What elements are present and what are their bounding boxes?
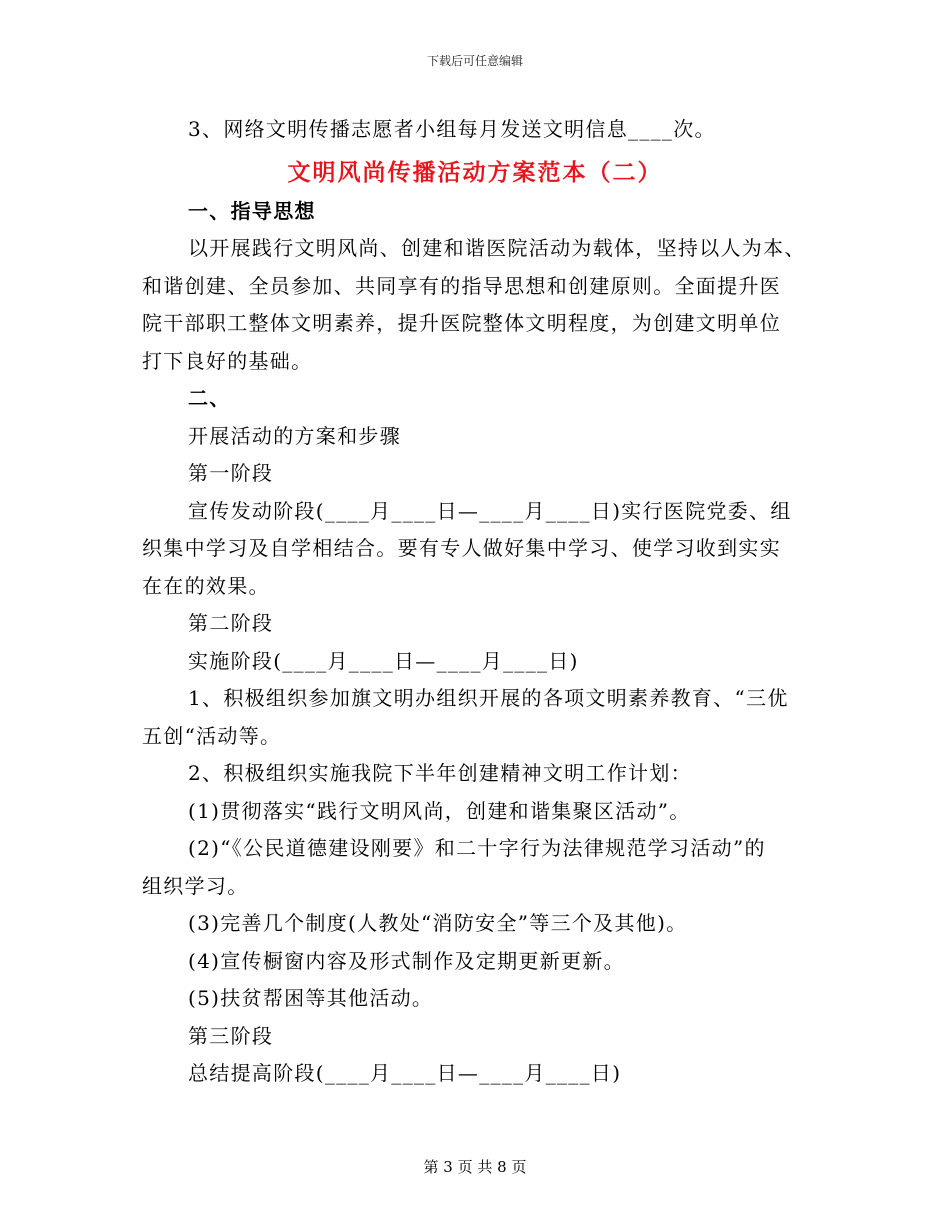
stage-heading-2: 第二阶段: [188, 611, 274, 635]
paragraph-line: 在在的效果。: [142, 573, 270, 598]
paragraph-line: 打下良好的基础。: [142, 348, 313, 373]
document-body: [142, 111, 808, 1093]
section-heading-2: 二、: [188, 386, 231, 410]
list-item: (5)扶贫帮困等其他活动。: [188, 986, 434, 1010]
list-item: (3)完善几个制度(人教处“消防安全”等三个及其他)。: [188, 911, 688, 935]
paragraph-line: 织集中学习及自学相结合。要有专人做好集中学习、使学习收到实实: [142, 536, 781, 560]
stage-heading-1: 第一阶段: [188, 461, 274, 485]
list-item: (2)“《公民道德建设刚要》和二十字行为法律规范学习活动”的: [188, 836, 766, 860]
paragraph-line: 五创“活动等。: [142, 723, 282, 748]
section-heading-1: 一、指导思想: [188, 198, 316, 223]
paragraph-line: 组织学习。: [142, 873, 249, 898]
paragraph-line: 和谐创建、全员参加、共同享有的指导思想和创建原则。全面提升医: [142, 273, 781, 298]
stage-heading-3: 第三阶段: [188, 1023, 274, 1048]
page-header: 下载后可任意编辑: [426, 54, 523, 68]
paragraph-line: 总结提高阶段(____月____日—____月____日): [188, 1061, 622, 1085]
paragraph-line: 以开展践行文明风尚、创建和谐医院活动为载体，坚持以人为本、: [188, 236, 806, 260]
paragraph-line: 1、积极组织参加旗文明办组织开展的各项文明素养教育、“三优: [188, 686, 789, 710]
paragraph-line: 宣传发动阶段(____月____日—____月____日)实行医院党委、组: [188, 498, 792, 523]
document-title: 文明风尚传播活动方案范本（二）: [287, 158, 663, 186]
section-subtitle: 开展活动的方案和步骤: [188, 423, 401, 448]
paragraph-line: 院干部职工整体文明素养，提升医院整体文明程度，为创建文明单位: [142, 311, 781, 335]
paragraph-line: 2、积极组织实施我院下半年创建精神文明工作计划：: [188, 761, 692, 785]
list-item-3: 3、网络文明传播志愿者小组每月发送文明信息____次。: [188, 117, 716, 141]
list-item: (4)宣传橱窗内容及形式制作及定期更新更新。: [188, 948, 625, 973]
list-item: (1)贯彻落实“践行文明风尚，创建和谐集聚区活动”。: [188, 798, 691, 823]
page-footer: 第 3 页 共 8 页: [423, 1158, 527, 1176]
paragraph-line: 实施阶段(____月____日—____月____日): [188, 648, 579, 673]
